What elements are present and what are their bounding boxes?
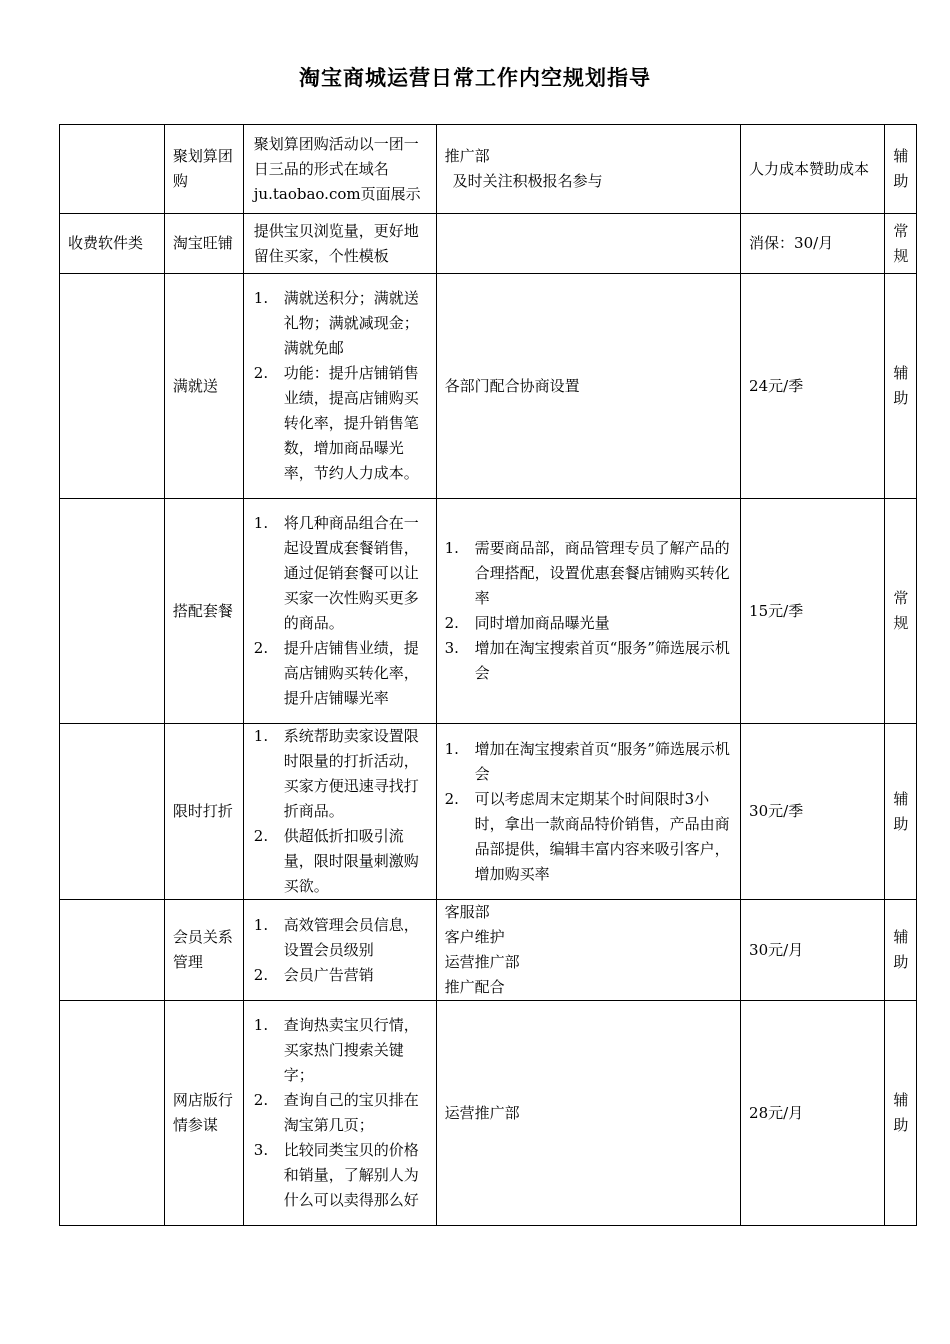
cost-cell: 24元/季 bbox=[741, 274, 885, 499]
department-line: 推广部 bbox=[444, 147, 490, 165]
department-line: 运营推广部 bbox=[444, 953, 520, 971]
function-list bbox=[254, 1013, 430, 1213]
tool-name-cell: 会员关系管理 bbox=[164, 900, 243, 1001]
document-title: 淘宝商城运营日常工作内空规划指导 bbox=[299, 65, 651, 90]
cost-cell: 30元/季 bbox=[741, 724, 885, 900]
list-item: 2. 同时增加商品曝光量 bbox=[444, 614, 610, 632]
table-row bbox=[60, 499, 917, 724]
function-text: 聚划算团购活动以一团一日三品的形式在域名ju.taobao.com页面展示 bbox=[253, 134, 421, 203]
function-list bbox=[254, 511, 430, 711]
category-cell bbox=[60, 724, 165, 900]
tool-name-cell: 搭配套餐 bbox=[164, 499, 243, 724]
function-cell bbox=[243, 900, 436, 1001]
department-line: 及时关注积极报名参与 bbox=[452, 172, 603, 190]
department-line: 客服部 bbox=[444, 903, 490, 921]
department-cell bbox=[436, 274, 740, 499]
category-cell bbox=[60, 499, 165, 724]
department-cell bbox=[436, 499, 740, 724]
department-list bbox=[445, 737, 732, 887]
type-cell: 辅助 bbox=[885, 274, 917, 499]
list-item: 3. 增加在淘宝搜索首页“服务”筛选展示机会 bbox=[444, 639, 730, 682]
department-cell bbox=[436, 724, 740, 900]
department-cell bbox=[436, 900, 740, 1001]
department-line: 推广配合 bbox=[444, 978, 505, 996]
list-item: 1. 满就送积分；满就送礼物；满就减现金；满就免邮 bbox=[253, 289, 419, 357]
tool-name-cell: 聚划算团购 bbox=[164, 125, 243, 214]
list-item: 1. 将几种商品组合在一起设置成套餐销售，通过促销套餐可以让买家一次性购买更多的商品。 bbox=[253, 514, 419, 632]
function-cell bbox=[243, 724, 436, 900]
cost-cell: 消保：30/月 bbox=[741, 214, 885, 274]
list-item: 2. 供超低折扣吸引流量，限时限量刺激购买欲。 bbox=[253, 827, 419, 895]
function-cell bbox=[243, 214, 436, 274]
category-cell bbox=[60, 1001, 165, 1226]
list-item: 2. 可以考虑周末定期某个时间限时3小时，拿出一款商品特价销售，产品由商品部提供，编辑丰富内容来吸引客户，增加购买率 bbox=[444, 789, 730, 883]
cost-cell: 人力成本赞助成本 bbox=[741, 125, 885, 214]
list-item: 3. 比较同类宝贝的价格和销量，了解别人为什么可以卖得那么好 bbox=[253, 1141, 419, 1209]
tool-name-cell: 网店版行情参谋 bbox=[164, 1001, 243, 1226]
department-cell bbox=[436, 1001, 740, 1226]
list-item: 1. 增加在淘宝搜索首页“服务”筛选展示机会 bbox=[444, 739, 730, 783]
type-cell: 辅助 bbox=[885, 724, 917, 900]
tool-name-cell: 限时打折 bbox=[164, 724, 243, 900]
department-cell bbox=[436, 125, 740, 214]
table-row bbox=[60, 125, 917, 214]
department-line: 客户维护 bbox=[444, 928, 505, 946]
list-item: 1. 高效管理会员信息，设置会员级别 bbox=[253, 915, 419, 959]
tool-name-cell: 满就送 bbox=[164, 274, 243, 499]
table-row bbox=[60, 1001, 917, 1226]
tool-name-cell: 淘宝旺铺 bbox=[164, 214, 243, 274]
function-cell bbox=[243, 125, 436, 214]
type-cell: 辅助 bbox=[885, 1001, 917, 1226]
table-row bbox=[60, 274, 917, 499]
department-line: 运营推广部 bbox=[444, 1103, 520, 1122]
list-item: 2. 提升店铺售业绩，提高店铺购买转化率，提升店铺曝光率 bbox=[253, 639, 419, 707]
list-item: 2. 功能：提升店铺销售业绩，提高店铺购买转化率，提升销售笔数，增加商品曝光率，节约人力成本。 bbox=[253, 364, 419, 482]
department-line: 各部门配合协商设置 bbox=[444, 376, 580, 395]
table-row bbox=[60, 724, 917, 900]
department-cell bbox=[436, 214, 740, 274]
list-item: 2. 查询自己的宝贝排在淘宝第几页； bbox=[253, 1091, 419, 1134]
function-text: 提供宝贝浏览量，更好地留住买家，个性模板 bbox=[253, 221, 419, 265]
function-cell bbox=[243, 499, 436, 724]
cost-cell: 28元/月 bbox=[741, 1001, 885, 1226]
type-cell: 辅助 bbox=[885, 900, 917, 1001]
category-cell bbox=[60, 900, 165, 1001]
function-list bbox=[254, 913, 430, 988]
type-cell: 常规 bbox=[885, 499, 917, 724]
function-list bbox=[254, 724, 430, 899]
table-row bbox=[60, 900, 917, 1001]
function-cell bbox=[243, 1001, 436, 1226]
department-list bbox=[445, 536, 732, 686]
cost-cell: 30元/月 bbox=[741, 900, 885, 1001]
category-cell: 收费软件类 bbox=[60, 214, 165, 274]
table-row bbox=[60, 214, 917, 274]
category-cell bbox=[60, 274, 165, 499]
list-item: 1. 查询热卖宝贝行情，买家热门搜索关键字； bbox=[253, 1016, 419, 1084]
operations-table bbox=[59, 124, 917, 1226]
list-item: 2. 会员广告营销 bbox=[253, 965, 374, 984]
function-cell bbox=[243, 274, 436, 499]
list-item: 1. 需要商品部，商品管理专员了解产品的合理搭配，设置优惠套餐店铺购买转化率 bbox=[444, 539, 730, 607]
type-cell: 常规 bbox=[885, 214, 917, 274]
function-list bbox=[254, 286, 430, 486]
type-cell: 辅助 bbox=[885, 125, 917, 214]
category-cell bbox=[60, 125, 165, 214]
list-item: 1. 系统帮助卖家设置限时限量的打折活动，买家方便迅速寻找打折商品。 bbox=[253, 727, 419, 820]
cost-cell: 15元/季 bbox=[741, 499, 885, 724]
